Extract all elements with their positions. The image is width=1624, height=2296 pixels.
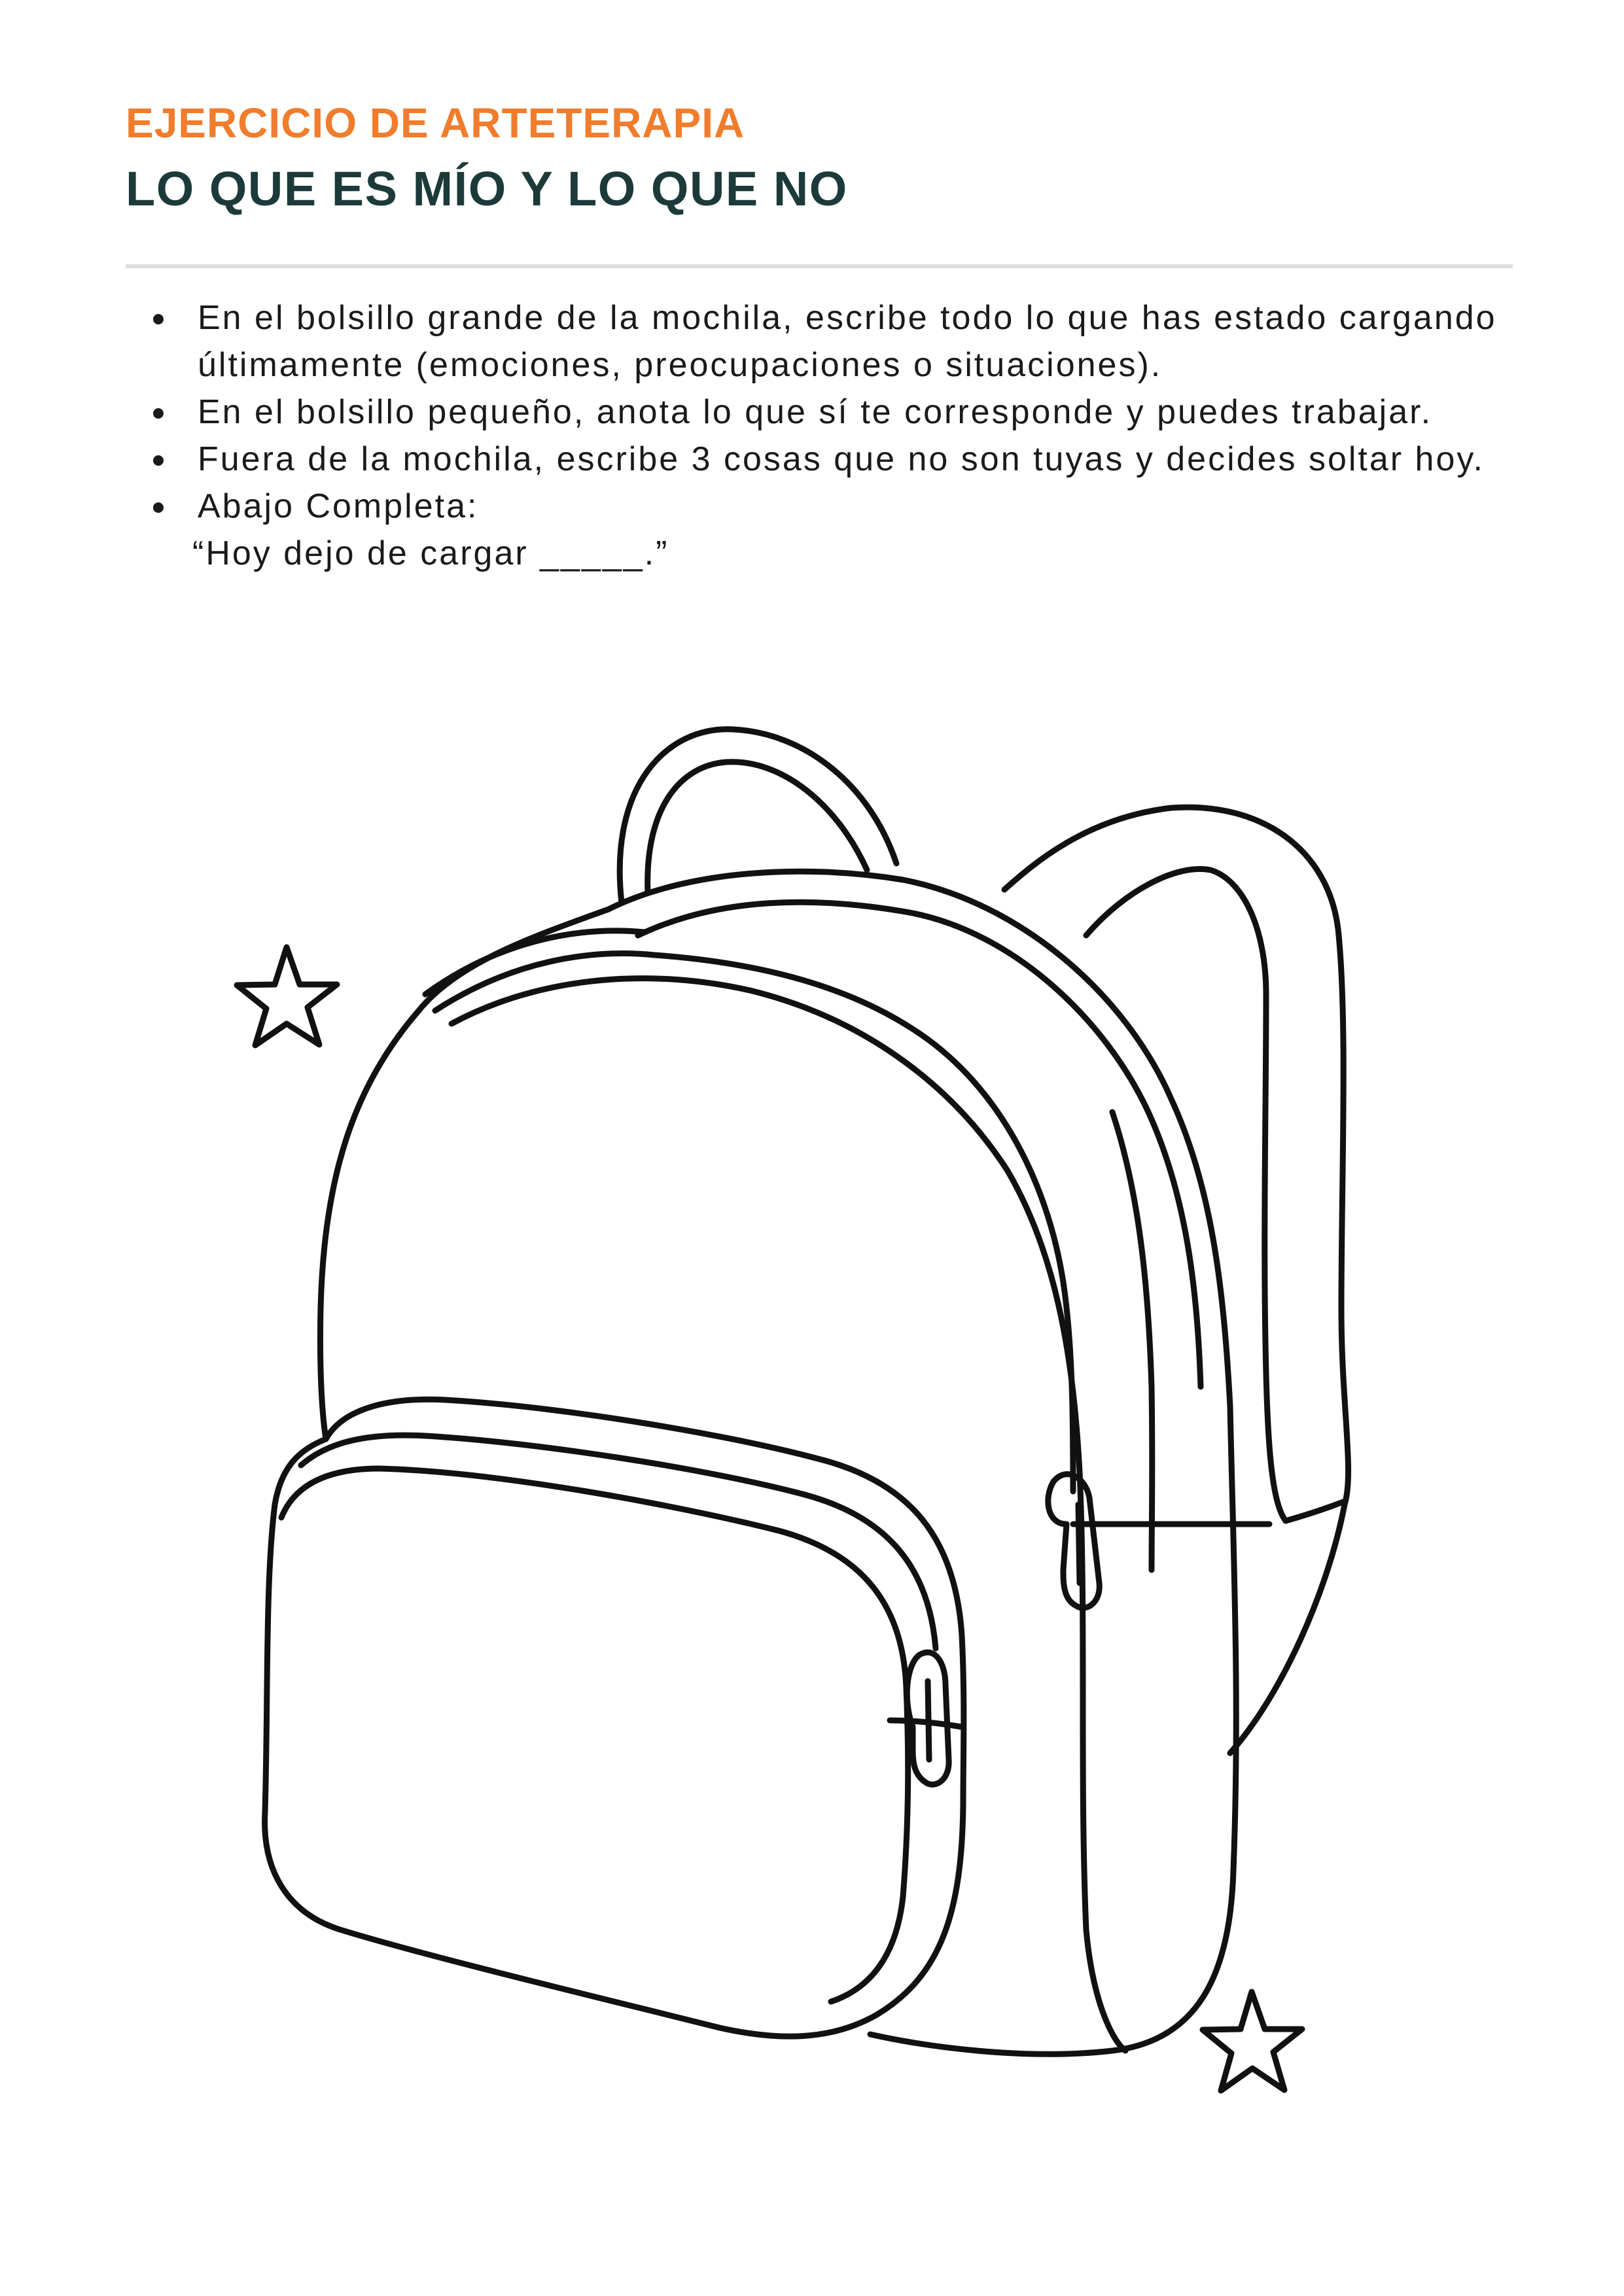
- backpack-body: [320, 871, 1269, 2054]
- bullet-icon: [153, 408, 164, 419]
- page-title: LO QUE ES MÍO Y LO QUE NO: [126, 161, 848, 216]
- instruction-item: [149, 294, 1510, 389]
- instruction-text: En el bolsillo pequeño, anota lo que sí te corresponde y puedes trabajar.: [198, 393, 1433, 431]
- instruction-list: [149, 294, 1510, 577]
- instruction-item: [149, 436, 1510, 483]
- worksheet-header: [126, 98, 1513, 218]
- instruction-text: En el bolsillo grande de la mochila, escribe todo lo que has estado cargando últimamente (emociones, preocupaciones o situaciones).: [198, 299, 1497, 384]
- front-pocket: [265, 1399, 964, 2036]
- instruction-text: Abajo Completa:: [198, 487, 479, 525]
- bullet-icon: [153, 314, 164, 324]
- carry-handle: [620, 729, 896, 903]
- star-icon: [237, 947, 337, 1045]
- backpack-drawing: [0, 687, 1624, 2191]
- bullet-icon: [153, 502, 164, 513]
- star-icon: [1203, 1992, 1302, 2091]
- completion-prompt: “Hoy dejo de cargar _____.”: [192, 534, 669, 572]
- exercise-kicker: EJERCICIO DE ARTETERAPIA: [126, 99, 745, 147]
- header-divider: [126, 264, 1513, 268]
- instruction-text: Fuera de la mochila, escribe 3 cosas que no son tuyas y decides soltar hoy.: [198, 440, 1485, 478]
- instruction-item: [149, 389, 1510, 436]
- bullet-icon: [153, 455, 164, 466]
- instruction-item: [149, 483, 1510, 577]
- backpack-illustration: [0, 687, 1624, 2191]
